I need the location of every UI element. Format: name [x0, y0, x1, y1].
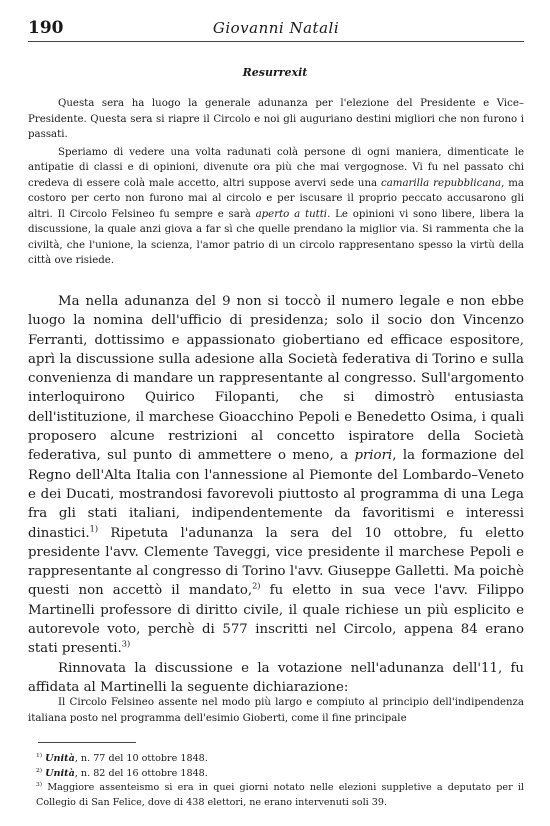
header-rule: [28, 41, 524, 42]
running-title: Giovanni Natali: [212, 19, 340, 37]
footnote-ref-2[interactable]: 2): [252, 581, 261, 592]
footnote-rule: [38, 742, 136, 743]
quote-paragraph-1: Questa sera ha luogo la generale adunanza per l'elezione del Presidente e Vice–Presidente. Questa sera si riapre il Circolo e noi gli auguriano destini migliori che non furono i passati.: [28, 98, 524, 140]
quoted-article: [28, 96, 524, 271]
page-number: 190: [28, 18, 64, 38]
quote-title: Resurrexit: [242, 66, 308, 79]
page-header: [28, 18, 524, 40]
quote-paragraph-2: Speriamo di vedere una volta radunati colà persone di ogni maniera, dimenticate le antipatie di classi e di opinioni, divenute ora più che mai vergognose. Vi fu nel passato chi credeva di essere colà male accetto, altri suppose avervi sede una camarilla repubblicana, ma costoro per certo non furono mai al circolo e per iscusare il proprio peccato accusarono gli altri. Il Circolo Felsineo fu sempre e sarà aperto a tutti. Le opinioni vi sono libere, libera la discussione, la quale anzi giova a far sì che quelle prendano la miglior via. Si rammenta che la civiltà, che l'unione, la scienza, l'amor patrio di un circolo rappresentano spesso la virtù della città ove risiede.: [28, 146, 524, 266]
footnote-2: $^{2)}$ Unità, n. 82 del 16 ottobre 1848.: [36, 766, 208, 779]
main-paragraph-2: Rinnovata la discussione e la votazione nell'adunanza dell'11, fu affidata al Martinelli la seguente dichiarazione:: [28, 660, 524, 695]
footnote-ref-3[interactable]: 3): [121, 638, 131, 649]
main-text: [28, 292, 524, 697]
footnote-1: $^{1)}$ Unità, n. 77 del 10 ottobre 1848.: [36, 751, 208, 764]
declaration-quote: Il Circolo Felsineo assente nel modo più largo e compiuto al principio dell'indipendenza italiana posto nel programma dell'esimio Gioberti, come il fine principale: [28, 697, 524, 724]
footnotes: [36, 752, 524, 810]
footnote-3: $^{3)}$ Maggiore assenteismo si era in quei giorni notato nelle elezioni suppletive a deputato per il Collegio di San Felice, dove di 438 elettori, ne erano intervenuti soli 39.: [36, 780, 524, 808]
main-paragraph-1: Ma nella adunanza del 9 non si toccò il numero legale e non ebbe luogo la nomina dell'ufficio di presidenza; solo il socio don Vincenzo Ferranti, dottissimo e appassionato giobertiano ed efficace espositore, aprì la discussione sulla adesione alla Società federativa di Torino e sulla convenienza di mandare un rappresentante al congresso. Sull'argomento interloquirono Quirico Filopanti, che si dimostrò entusiasta dell'istituzione, il marchese Gioacchino Pepoli e Benedetto Osima, i quali proposero alcune restrizioni al concetto ispiratore della Società federativa, sul punto di ammettere o meno, a priori, la formazione del Regno dell'Alta Italia con l'annessione al Piemonte del Lombardo–Veneto e dei Ducati, mostrandosi favorevoli piuttosto al programma di una Lega fra gli stati italiani, indipendentemente da favoritismi e interessi dinastici.$^{1)}$ Ripetuta l'adunanza la sera del 10 ottobre, fu eletto presidente l'avv. Clemente Taveggi, vice presidente il marchese Pepoli e rappresentante al congresso di Torino l'avv. Giuseppe Galletti. Ma poichè questi non accettò il mandato,$^{2)}$ fu eletto in sua vece l'avv. Filippo Martinelli professore di diritto civile, il quale richiese un più esplicito e autorevole voto, perchè di 577 inscritti nel Circolo, appena 84 erano stati presenti.$^{3)}$: [28, 294, 524, 657]
footnote-ref-1[interactable]: 1): [89, 523, 99, 534]
